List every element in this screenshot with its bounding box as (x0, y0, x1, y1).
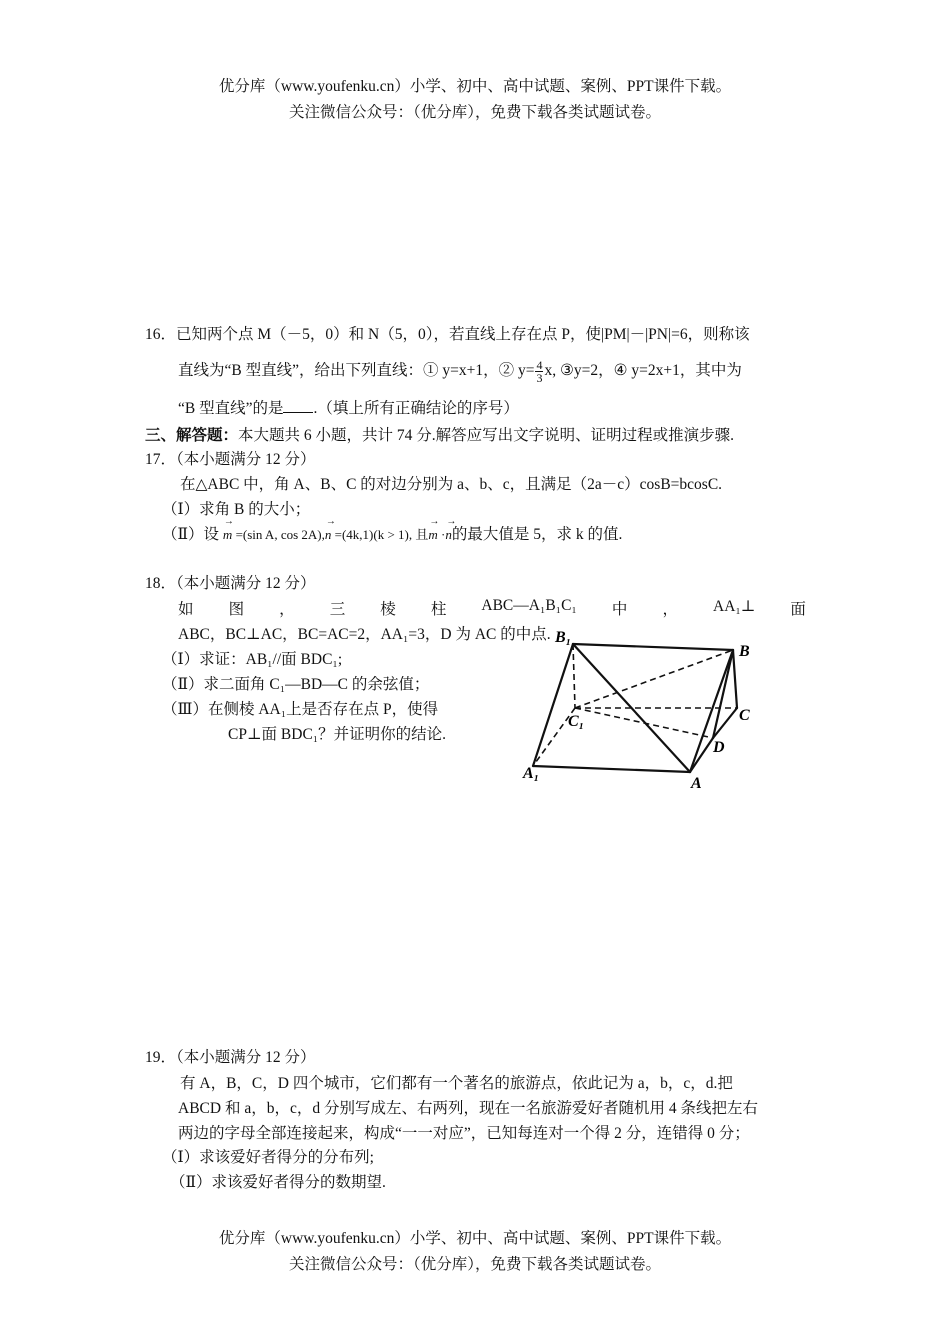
vector-n: → n (325, 527, 332, 543)
label-c1: C₁ (568, 713, 585, 730)
q19-line-3: 两边的字母全部连接起来，构成“一一对应”，已知每连对一个得 2 分，连错得 0 分； (178, 1125, 750, 1142)
answer-blank[interactable] (283, 398, 313, 413)
q18-word: ， (662, 601, 678, 618)
vector-n-dot: → n (445, 527, 452, 543)
q18-word: 如 (178, 601, 194, 618)
section-3-label: 三、解答题： (145, 427, 239, 444)
vector-m: → m (223, 527, 232, 543)
edge-c1-b (575, 650, 733, 708)
q18-word: AA₁⊥ (713, 598, 756, 615)
vector-m-dot: → m (428, 527, 437, 543)
q19-title: 19．（本小题满分 12 分） (145, 1049, 316, 1066)
header-line-1: 优分库（www.youfenku.cn）小学、初中、高中试题、案例、PPT课件下载。 (218, 78, 732, 95)
q18-part-2: （Ⅱ）求二面角 C₁—BD—C 的余弦值； (162, 676, 430, 693)
label-a1: A₁ (523, 765, 540, 782)
q18-word: ABC—A₁B₁C₁ (481, 597, 577, 614)
label-d: D (713, 739, 725, 756)
q16-line-2 (178, 358, 742, 384)
section-3-text: 本大题共 6 小题，共计 74 分.解答应写出文字说明、证明过程或推演步骤. (238, 427, 735, 444)
label-b1: B₁ (555, 629, 572, 646)
q17-stem: 在△ABC 中，角 A、B、C 的对边分别为 a、b、c，且满足（2a－c）cosB=bcosC. (180, 476, 723, 493)
prism-figure (515, 626, 765, 796)
vector-n-value: =(4k,1)(k > 1), 且 (334, 527, 429, 542)
q16-line-3-a: “B 型直线”的是 (178, 400, 284, 417)
q18-part-3b: CP⊥面 BDC₁？并证明你的结论. (228, 726, 447, 743)
fraction-four-thirds (535, 359, 543, 384)
q18-part-1: （Ⅰ）求证：AB₁//面 BDC₁; (162, 651, 343, 668)
q17-part-1: （Ⅰ）求角 B 的大小； (162, 501, 311, 518)
vector-m-expression: → m =(sin A, cos 2A),→ n =(4k,1)(k > 1), 且→ m ·→ n (223, 527, 452, 542)
edge-b1-b (573, 644, 733, 650)
q17-part-2-b: 的最大值是 5，求 k 的值. (451, 526, 623, 543)
q16-line-2-a: 直线为“B 型直线”，给出下列直线：① y=x+1，② y= (178, 362, 535, 379)
q19-line-2: ABCD 和 a，b，c，d 分别写成左、右两列，现在一名旅游爱好者随机用 4 条线把左右 (178, 1100, 758, 1117)
edge-b-a (690, 650, 733, 772)
fraction-numerator: 4 (536, 357, 543, 372)
q18-title: 18．（本小题满分 12 分） (145, 575, 316, 592)
q16-line-3-b: .（填上所有正确结论的序号） (313, 400, 519, 417)
q18-word: 图 (228, 601, 245, 618)
label-b: B (739, 643, 750, 660)
q17-title: 17．（本小题满分 12 分） (145, 451, 316, 468)
q19-part-1: （Ⅰ）求该爱好者得分的分布列; (162, 1149, 374, 1166)
section-3-heading (145, 423, 734, 445)
q19-part-2: （Ⅱ）求该爱好者得分的数期望. (170, 1174, 386, 1191)
q18-word: 柱 (430, 601, 447, 618)
footer-line-2: 关注微信公众号：（优分库），免费下载各类试题试卷。 (288, 1256, 661, 1273)
q18-word: 棱 (380, 601, 396, 618)
header-line-2: 关注微信公众号：（优分库），免费下载各类试题试卷。 (288, 104, 661, 121)
edge-b-c (733, 650, 737, 708)
edge-a1-a (533, 766, 690, 772)
q17-part-2 (162, 522, 622, 544)
label-a: A (691, 775, 702, 792)
q18-word: 面 (790, 601, 806, 618)
q16-line-1: 16．已知两个点 M（－5，0）和 N（5，0），若直线上存在点 P，使|PM|－|PN|=6，则称该 (145, 326, 750, 343)
fraction-denominator: 3 (536, 370, 543, 385)
edge-d-a (690, 738, 713, 772)
q18-word: 中 (611, 601, 628, 618)
q18-word: 三 (329, 601, 346, 618)
q18-part-3a: （Ⅲ）在侧棱 AA₁上是否存在点 P，使得 (162, 701, 439, 718)
q17-part-2-a: （Ⅱ）设 (162, 526, 220, 543)
q16-line-3 (178, 396, 519, 418)
q19-line-1: 有 A，B，C，D 四个城市，它们都有一个著名的旅游点，依此记为 a，b，c，d.把 (180, 1075, 733, 1092)
edge-b1-a1 (533, 644, 573, 766)
q18-stem-line-2: ABC，BC⊥AC，BC=AC=2，AA₁=3，D 为 AC 的中点. (178, 626, 551, 643)
edge-b1-c1 (573, 644, 575, 708)
vector-m-value: =(sin A, cos 2A), (235, 527, 325, 542)
footer-line-1: 优分库（www.youfenku.cn）小学、初中、高中试题、案例、PPT课件下载。 (218, 1230, 732, 1247)
q16-line-2-b: x, ③y=2，④ y=2x+1，其中为 (544, 362, 742, 379)
label-c: C (739, 707, 750, 724)
q18-stem-line-1 (178, 597, 806, 619)
q18-word: ， (279, 601, 295, 618)
edge-c1-d (575, 708, 713, 738)
